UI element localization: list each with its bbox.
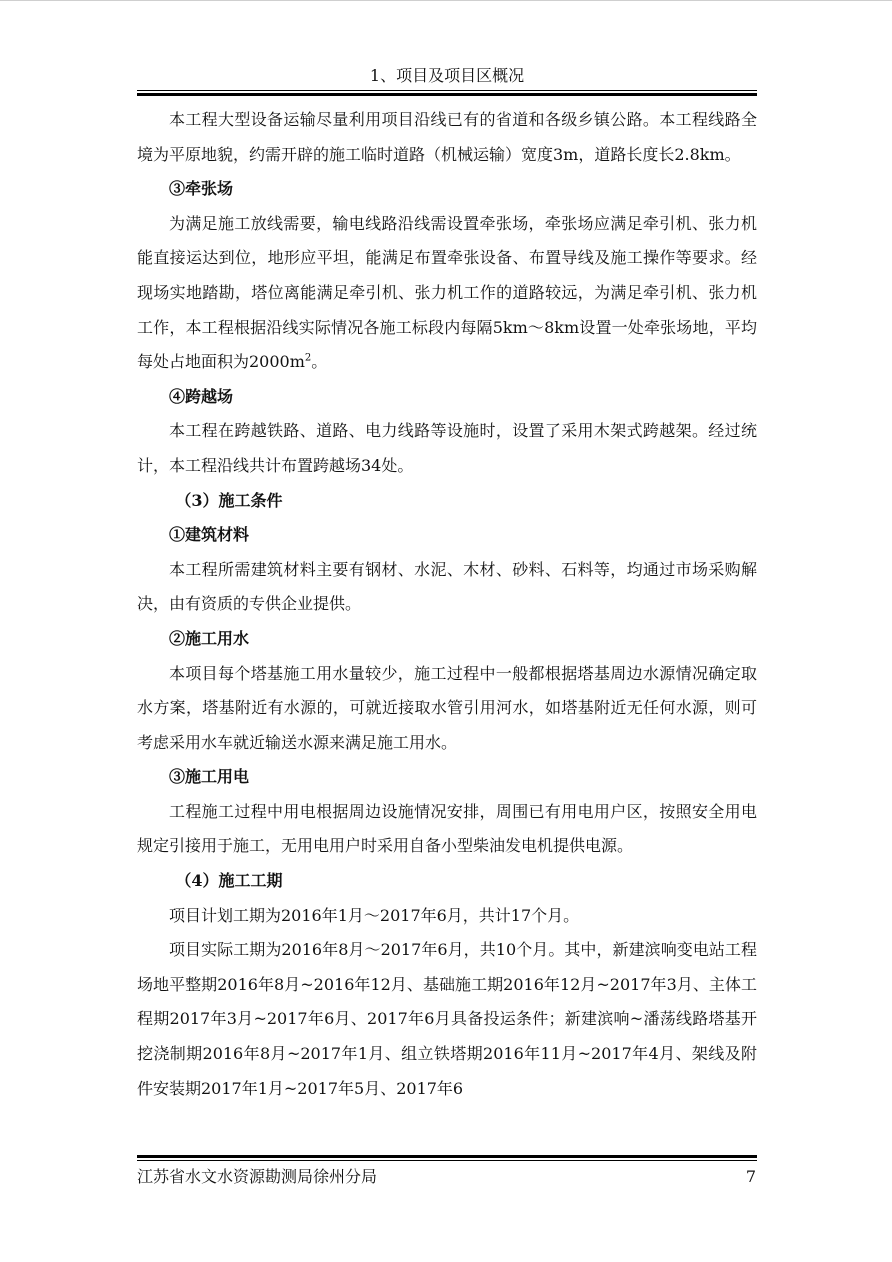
paragraph-tension-field [137, 207, 757, 380]
page-number: 7 [745, 1167, 756, 1186]
paragraph-tension-field-end: 。 [311, 352, 328, 372]
paragraph-transport-roads: 本工程大型设备运输尽量利用项目沿线已有的省道和各级乡镇公路。本工程线路全境为平原地貌，约需开辟的施工临时道路（机械运输）宽度3m，道路长度长2.8km。 [137, 110, 757, 164]
paragraph-construction-power: 工程施工过程中用电根据周边设施情况安排，周围已有用电用户区，按照安全用电规定引接用于施工，无用电用户时采用自备小型柴油发电机提供电源。 [137, 801, 757, 856]
running-header: 1、项目及项目区概况 [369, 66, 525, 85]
footer-organization: 江苏省水文水资源勘测局徐州分局 [137, 1167, 378, 1186]
heading-tension-field: ③牵张场 [169, 179, 234, 199]
heading-construction-power: ③施工用电 [169, 767, 250, 787]
heading-crossing-field: ④跨越场 [169, 386, 234, 406]
paragraph-crossing-field: 本工程在跨越铁路、道路、电力线路等设施时，设置了采用木架式跨越架。经过统计，本工程沿线共计布置跨越场34处。 [137, 421, 757, 475]
heading-construction-conditions: （3）施工条件 [175, 490, 283, 510]
paragraph-construction-water: 本项目每个塔基施工用水量较少，施工过程中一般都根据塔基周边水源情况确定取水方案，塔基附近有水源的，可就近接取水管引用河水，如塔基附近无任何水源，则可考虑采用水车就近输送水源来满足施工用水。 [137, 663, 757, 752]
header-rule-thin [137, 90, 757, 91]
footer-rule-thin [137, 1160, 757, 1161]
paragraph-actual-schedule: 项目实际工期为2016年8月～2017年6月，共10个月。其中，新建滨响变电站工程场地平整期2016年8月~2016年12月、基础施工期2016年12月~2017年3月、主体工程期2017年3月~2017年6月、2017年6月具备投运条件；新建滨响~潘荡线路塔基开挖浇制期2016年8月~2017年1月、组立铁塔期2016年11月~2017年4月、架线及附件安装期2017年1月~2017年5月、2017年6 [137, 940, 757, 1098]
paragraph-tension-field-text: 为满足施工放线需要，输电线路沿线需设置牵张场，牵张场应满足牵引机、张力机能直接运达到位，地形应平坦，能满足布置牵张设备、布置导线及施工操作等要求。经现场实地踏勘，塔位离能满足牵引机、张力机工作的道路较远，为满足牵引机、张力机工作，本工程根据沿线实际情况各施工标段内每隔5km～8km设置一处牵张场地，平均每处占地面积为2000m [137, 213, 757, 372]
paragraph-planned-schedule: 项目计划工期为2016年1月～2017年6月，共计17个月。 [169, 905, 580, 925]
footer-rule-thick [137, 1155, 757, 1158]
heading-building-materials: ①建筑材料 [169, 525, 250, 545]
heading-construction-water: ②施工用水 [169, 628, 250, 648]
header-rule-thick [137, 93, 757, 96]
heading-construction-schedule: （4）施工工期 [175, 871, 283, 891]
page-body [137, 103, 757, 1106]
paragraph-building-materials: 本工程所需建筑材料主要有钢材、水泥、木材、砂料、石料等，均通过市场采购解决，由有资质的专供企业提供。 [137, 559, 757, 614]
page-top-edge [0, 0, 892, 1]
superscript-squared: 2 [304, 352, 312, 364]
